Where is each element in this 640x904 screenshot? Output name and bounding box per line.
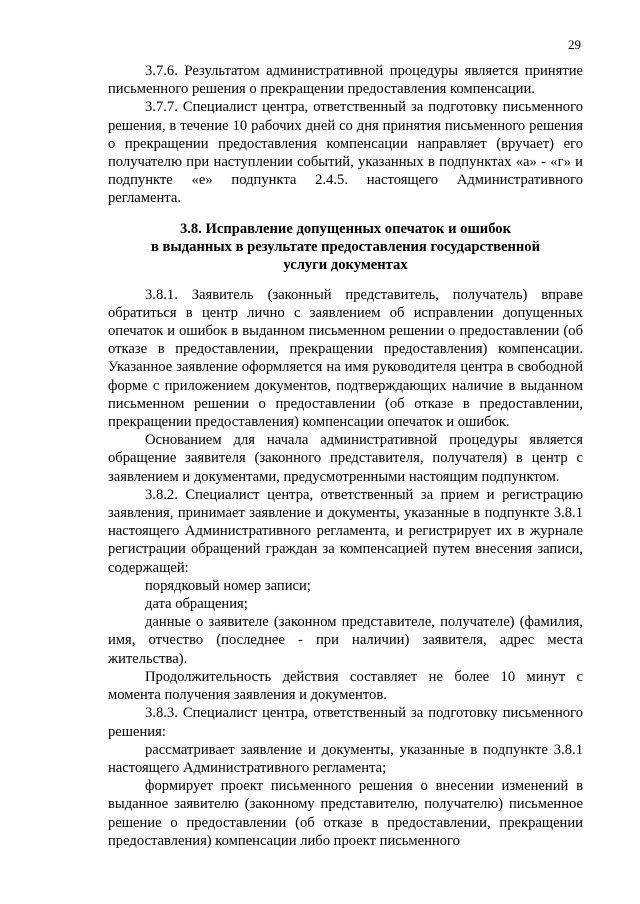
- heading-line: услуги документах: [283, 256, 408, 273]
- paragraph-3-8-1: 3.8.1. Заявитель (законный представитель, получатель) вправе обратиться в центр лично с заявлением об исправлении допущенных опечаток и ошибок в выданном письменном решении о предоставлении (об отказе в предоставлении, прекращении предоставления) компенсации. Указанное заявление оформляется на имя руководителя центра в свободной форме с приложением документов, подтверждающих наличие в выданном письменном решении о предоставлении (об отказе в предоставлении, прекращении предоставления) компенсации опечаток и ошибок.: [108, 286, 583, 431]
- page-content: [108, 62, 583, 850]
- paragraph-basis: Основанием для начала административной процедуры является обращение заявителя (законного представителя, получателя) в центр с заявлением и документами, предусмотренными настоящим подпунктом.: [108, 432, 583, 485]
- heading-line: в выданных в результате предоставления государственной: [150, 238, 541, 255]
- paragraph-duration: Продолжительность действия составляет не более 10 минут с момента получения заявления и документов.: [108, 668, 583, 704]
- section-heading-3-8: [108, 220, 583, 274]
- list-item-date: дата обращения;: [145, 596, 248, 613]
- list-item-applicant-data: данные о заявителе (законном представителе, получателе) (фамилия, имя, отчество (последнее - при наличии) заявителя, адрес места жительства).: [108, 614, 583, 667]
- paragraph-draft-decision: формирует проект письменного решения о внесении изменений в выданное заявителю (законному представителю, получателю) письменное решение о предоставлении (об отказе в предоставлении, прекращении предоставления) компенсации либо проект письменного: [108, 778, 583, 849]
- page-number: 29: [568, 37, 581, 52]
- paragraph-review: рассматривает заявление и документы, указанные в подпункте 3.8.1 настоящего Административного регламента;: [108, 741, 583, 776]
- paragraph-3-7-6: 3.7.6. Результатом административной процедуры является принятие письменного решения о прекращении предоставления компенсации.: [108, 63, 583, 98]
- heading-line: 3.8. Исправление допущенных опечаток и ошибок: [179, 220, 512, 237]
- paragraph-3-8-2: 3.8.2. Специалист центра, ответственный за прием и регистрацию заявления, принимает заявление и документы, указанные в подпункте 3.8.1 настоящего Административного регламента, и регистрирует их в журнале регистрации обращений граждан за компенсацией путем внесения записи, содержащей:: [108, 486, 583, 576]
- paragraph-3-7-7: 3.7.7. Специалист центра, ответственный за подготовку письменного решения, в течение 10 рабочих дней со дня принятия письменного решения о прекращении предоставления компенсации направляет (вручает) его получателю при наступлении событий, указанных в подпунктах «а» - «г» и подпункте «е» подпункта 2.4.5. настоящего Административного регламента.: [108, 99, 583, 207]
- list-item-record-number: порядковый номер записи;: [145, 577, 311, 594]
- paragraph-3-8-3: 3.8.3. Специалист центра, ответственный за подготовку письменного решения:: [108, 705, 583, 740]
